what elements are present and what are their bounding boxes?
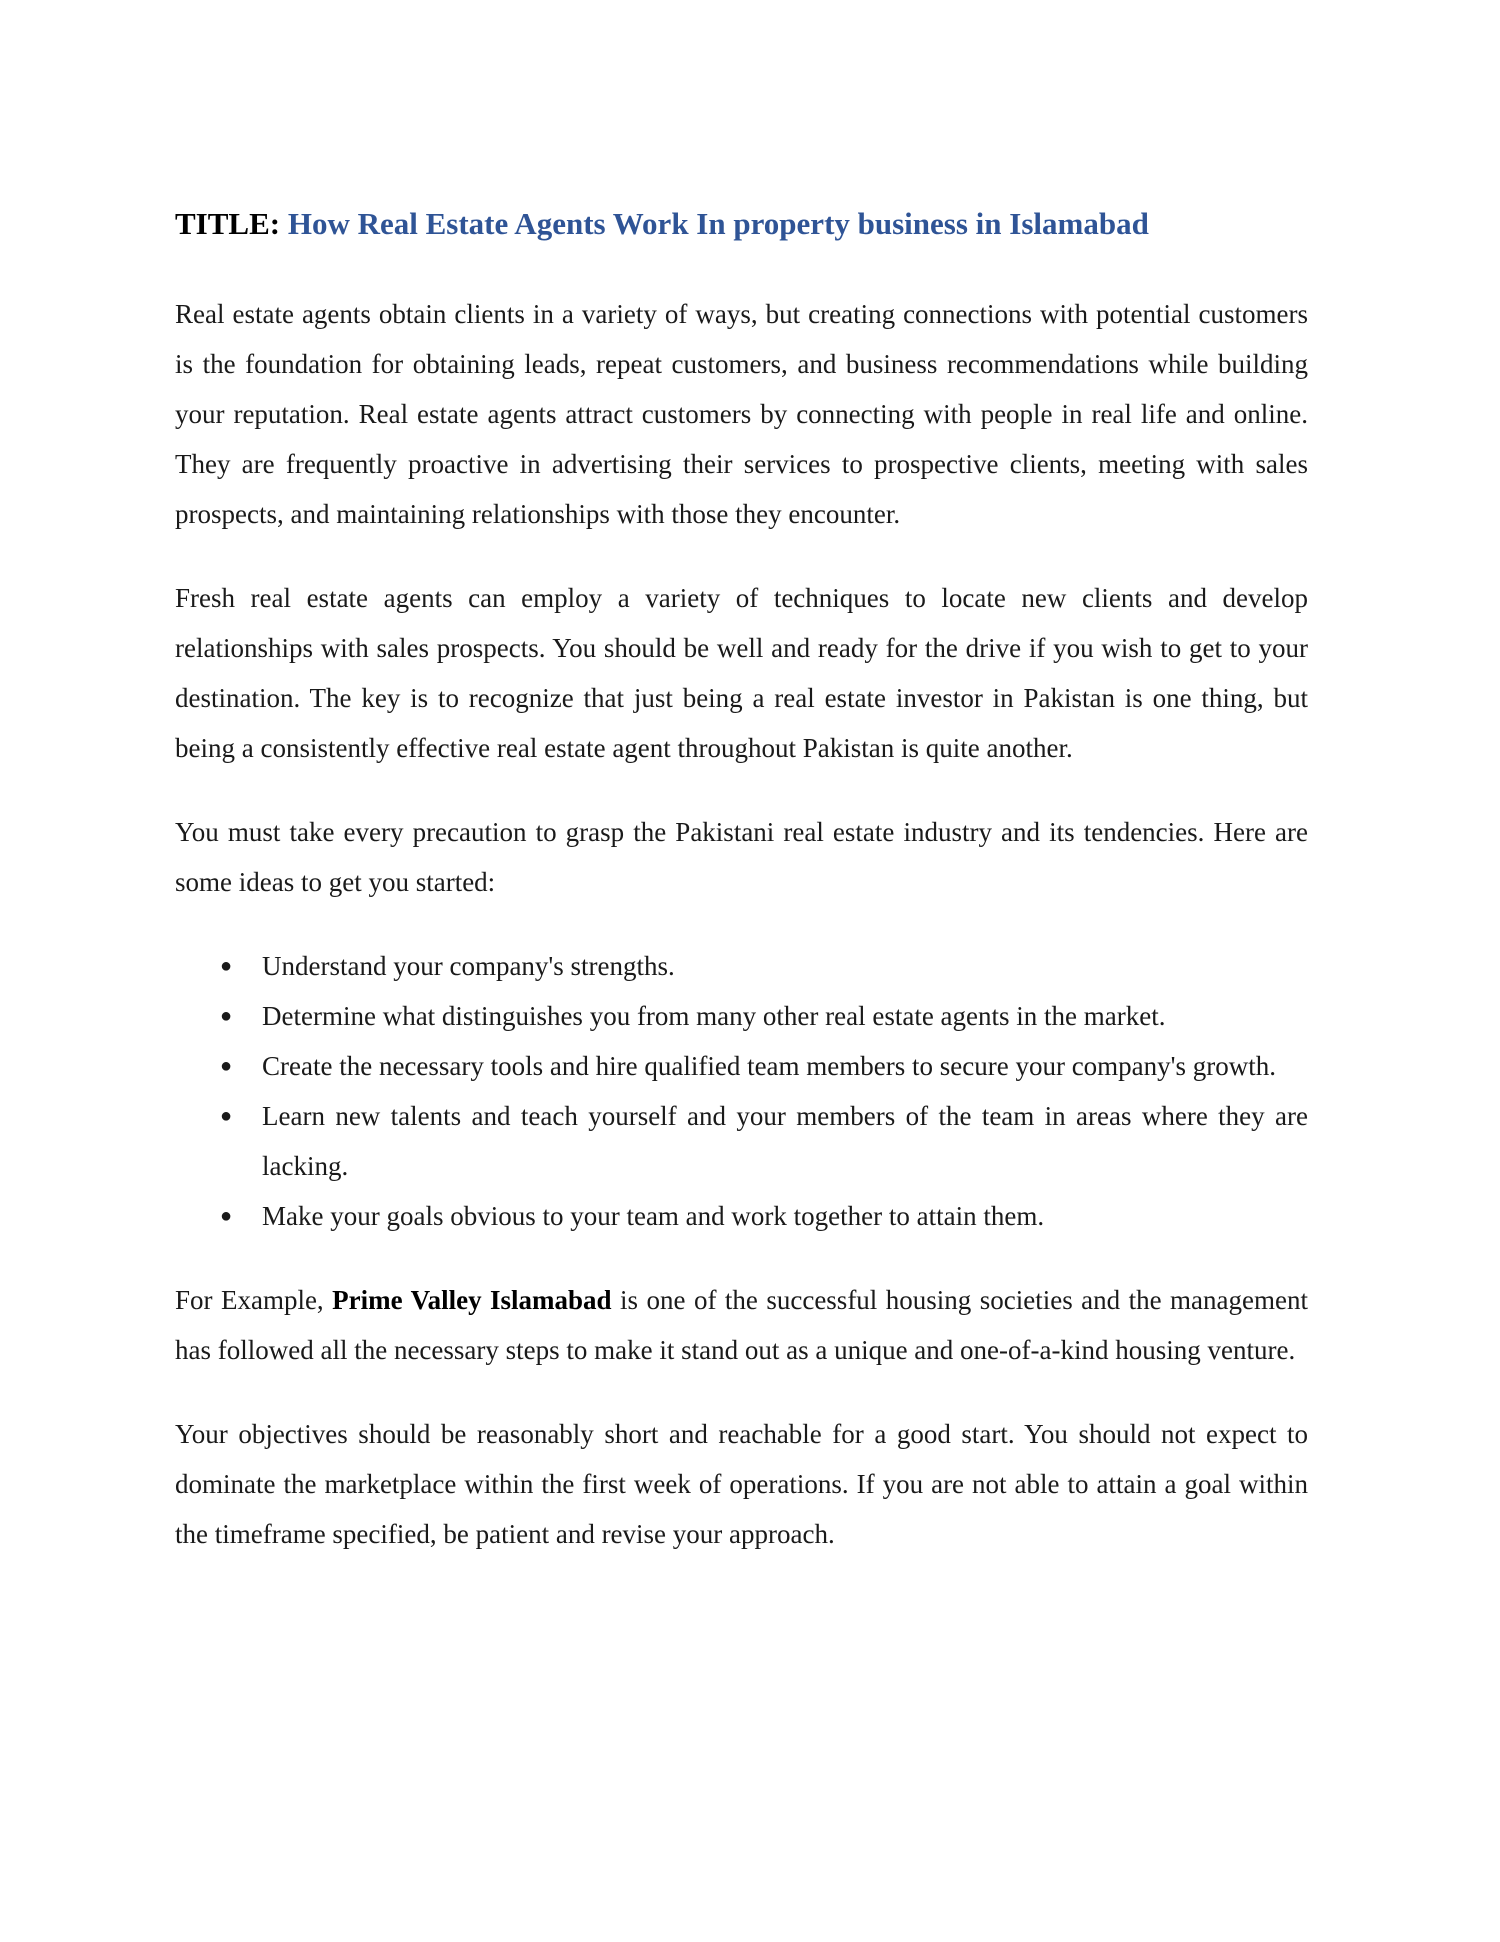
example-suffix: is one of the successful housing societies and the management has followed all the necessary steps to make it stand out as a unique and one-of-a-kind housing venture. bbox=[175, 1285, 1308, 1365]
document-page bbox=[175, 199, 1308, 1593]
paragraph-example bbox=[175, 1275, 1308, 1375]
list-item-text: Create the necessary tools and hire qualified team members to secure your company's growth. bbox=[262, 1051, 1277, 1081]
example-bold-name: Prime Valley Islamabad bbox=[332, 1285, 612, 1315]
paragraph-techniques: Fresh real estate agents can employ a variety of techniques to locate new clients and develop relationships with sales prospects. You should be well and ready for the drive if you wish to get to your destination. The key is to recognize that just being a real estate investor in Pakistan is one thing, but being a consistently effective real estate agent throughout Pakistan is quite another. bbox=[175, 583, 1308, 763]
document-title bbox=[175, 199, 1308, 249]
bullet-icon: ● bbox=[220, 1005, 233, 1027]
paragraph-ideas: You must take every precaution to grasp the Pakistani real estate industry and its tendencies. Here are some ideas to get you started: bbox=[175, 817, 1308, 897]
example-prefix: For Example, bbox=[175, 1285, 333, 1315]
bullet-icon: ● bbox=[220, 955, 233, 977]
bullet-icon: ● bbox=[220, 1105, 233, 1127]
list-item bbox=[175, 1191, 1308, 1241]
ideas-list bbox=[175, 941, 1308, 1241]
list-item bbox=[175, 1091, 1308, 1191]
list-item bbox=[175, 941, 1308, 991]
title-text: How Real Estate Agents Work In property business in Islamabad bbox=[287, 206, 1149, 241]
list-item-text: Make your goals obvious to your team and work together to attain them. bbox=[262, 1201, 1045, 1231]
list-item bbox=[175, 991, 1308, 1041]
title-label: TITLE: bbox=[175, 206, 281, 241]
list-item-text: Understand your company's strengths. bbox=[262, 951, 675, 981]
list-item-text: Determine what distinguishes you from many other real estate agents in the market. bbox=[262, 1001, 1166, 1031]
list-item-text: Learn new talents and teach yourself and your members of the team in areas where they are lacking. bbox=[262, 1101, 1308, 1181]
paragraph-closing: Your objectives should be reasonably short and reachable for a good start. You should not expect to dominate the marketplace within the first week of operations. If you are not able to attain a goal within the timeframe specified, be patient and revise your approach. bbox=[175, 1419, 1308, 1549]
paragraph-intro: Real estate agents obtain clients in a variety of ways, but creating connections with potential customers is the foundation for obtaining leads, repeat customers, and business recommendations while building your reputation. Real estate agents attract customers by connecting with people in real life and online. They are frequently proactive in advertising their services to prospective clients, meeting with sales prospects, and maintaining relationships with those they encounter. bbox=[175, 299, 1308, 529]
bullet-icon: ● bbox=[220, 1205, 233, 1227]
bullet-icon: ● bbox=[220, 1055, 233, 1077]
list-item bbox=[175, 1041, 1308, 1091]
